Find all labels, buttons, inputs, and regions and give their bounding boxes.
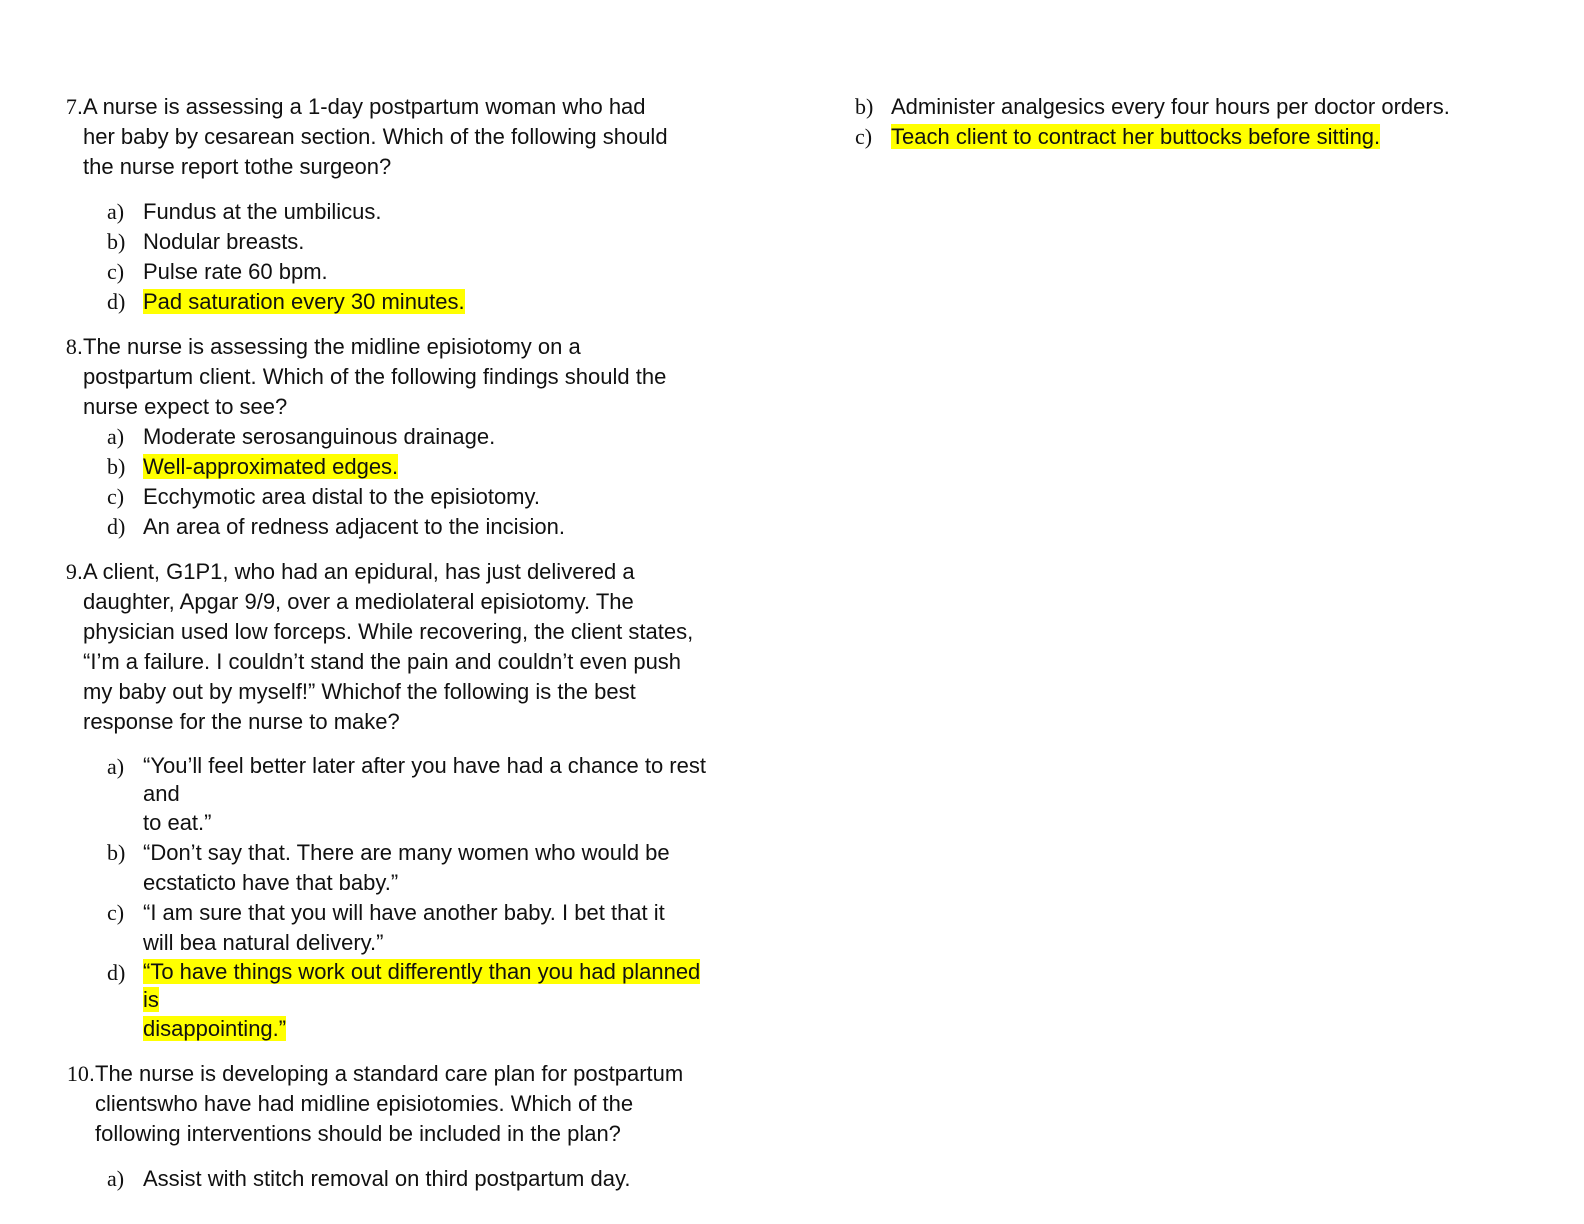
option-b: b) “Don’t say that. There are many women who would be ecstaticto have that baby.”: [107, 840, 670, 895]
answer-highlight: Pad saturation every 30 minutes.: [143, 289, 465, 314]
option-b: b) Nodular breasts.: [107, 229, 305, 254]
option-b-highlighted: b) Well-approximated edges.: [107, 454, 399, 479]
question-number: 7.: [65, 94, 83, 119]
question-number: 8.: [65, 334, 83, 359]
answer-options: [0, 422, 800, 542]
answer-highlight: Teach client to contract her buttocks before sitting.: [891, 124, 1381, 149]
option-a: a) “You’ll feel better later after you have had a chance to rest and to eat.”: [107, 753, 706, 835]
question-stem: 9. A client, G1P1, who had an epidural, has just delivered a daughter, Apgar 9/9, over a mediolateral episiotomy. The physician used low forceps. While recovering, the client states, “I’m a failure. I couldn’t stand the pain and couldn’t even push my baby out by myself!” Whichof the following is the best response for the nurse to make?: [65, 559, 694, 734]
question-stem: 7. A nurse is assessing a 1-day postpartum woman who had her baby by cesarean section. Which of the following should the nurse report tothe surgeon?: [65, 94, 668, 179]
answer-highlight: disappointing.”: [143, 1016, 287, 1041]
answer-highlight: Well-approximated edges.: [143, 454, 399, 479]
answer-highlight: “To have things work out differently than you had planned: [143, 959, 701, 984]
question-stem: 8. The nurse is assessing the midline episiotomy on a postpartum client. Which of the following findings should the nurse expect to see?: [65, 334, 667, 419]
question-stem: 10. The nurse is developing a standard care plan for postpartum clientswho have had midline episiotomies. Which of the following interventions should be included in the plan?: [66, 1061, 684, 1146]
answer-options: [0, 197, 800, 317]
option-d-highlighted: d) “To have things work out differently than you had planned is disappointing.”: [107, 959, 701, 1041]
question-number: 10.: [66, 1061, 95, 1086]
answer-options: [0, 1164, 800, 1194]
question-7: [0, 92, 800, 317]
right-column: [856, 92, 1576, 152]
option-d: d) An area of redness adjacent to the incision.: [107, 514, 565, 539]
continued-answer-options: [856, 92, 1576, 152]
option-a: a) Moderate serosanguinous drainage.: [107, 424, 496, 449]
option-d-highlighted: d) Pad saturation every 30 minutes.: [107, 289, 465, 314]
option-a: a) Assist with stitch removal on third postpartum day.: [107, 1166, 631, 1191]
option-b: b) Administer analgesics every four hours per doctor orders.: [855, 94, 1450, 119]
option-c: c) Ecchymotic area distal to the episiotomy.: [107, 484, 540, 509]
left-column: [0, 92, 800, 1194]
answer-highlight: is: [143, 987, 159, 1012]
question-8: [0, 332, 800, 542]
option-c-highlighted: c) Teach client to contract her buttocks before sitting.: [855, 124, 1381, 149]
question-10: [0, 1059, 800, 1194]
question-number: 9.: [65, 559, 83, 584]
answer-options: [0, 752, 800, 1044]
option-c: c) Pulse rate 60 bpm.: [107, 259, 328, 284]
question-9: [0, 557, 800, 1044]
option-a: a) Fundus at the umbilicus.: [107, 199, 382, 224]
option-c: c) “I am sure that you will have another baby. I bet that it will bea natural delivery.”: [107, 900, 665, 955]
